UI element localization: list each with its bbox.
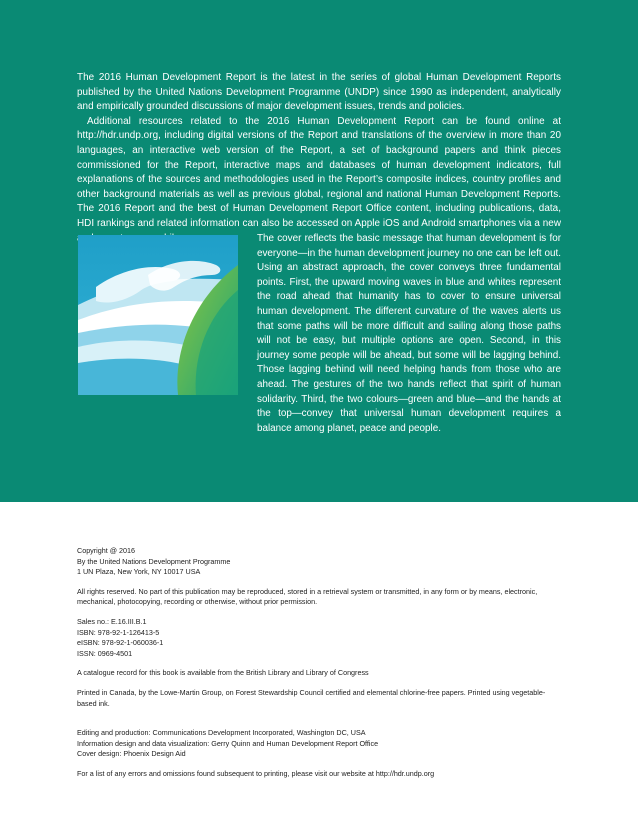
copyright-block (77, 546, 561, 578)
errata-notice: For a list of any errors and omissions found subsequent to printing, please visit our website at http://hdr.undp.org (77, 768, 435, 778)
editing-credit: Editing and production: Communications Development Incorporated, Washington DC, USA (77, 728, 366, 738)
cover-design-credit: Cover design: Phoenix Design Aid (77, 749, 186, 759)
isbn: ISBN: 978-92-1-126413-5 (77, 627, 160, 637)
sales-number: Sales no.: E.16.III.B.1 (77, 616, 147, 626)
intro-paragraph-1: The 2016 Human Development Report is the latest in the series of global Human Development Reports published by the United Nations Development Programme (UNDP) since 1990 as independent, analytically and empirically grounded discussions of major development issues, trends and policies. (77, 72, 561, 113)
publisher-line: By the United Nations Development Programme (77, 556, 231, 566)
eisbn: eISBN: 978-92-1-060036-1 (77, 638, 164, 648)
intro-text (77, 71, 561, 246)
intro-paragraph-2: Additional resources related to the 2016 Human Development Report can be found online at http://hdr.undp.org, including digital versions of the Report and translations of the overview in more than 20 languages, an interactive web version of the Report, a set of background papers and think pieces commissioned for the Report, interactive maps and databases of human development indicators, full explanations of the sources and methodologies used in the Report’s composite indices, country profiles and other background materials as well as previous global, regional and national Human Development Reports. The 2016 Report and the best of Human Development Report Office content, including publications, data, HDI rankings and related information can also be accessed on Apple iOS and Android smartphones via a new (77, 115, 561, 229)
design-credit: Information design and data visualization: Gerry Quinn and Human Development Report Office (77, 738, 379, 748)
printing-notice: Printed in Canada, by the Lowe-Martin Group, on Forest Stewardship Council certified and elemental chlorine-free papers. Printed using vegetable-based ink. (77, 687, 546, 708)
cover-thumbnail (78, 235, 238, 395)
catalogue-notice: A catalogue record for this book is available from the British Library and Library of Congress (77, 668, 369, 678)
copyright-page (77, 546, 561, 789)
cover-wave-hands-illustration (78, 235, 238, 395)
rights-notice: All rights reserved. No part of this publication may be reproduced, stored in a retrieval system or transmitted, in any form or by means, electronic, mechanical, photocopying, recording or otherwise, without prior permission. (77, 586, 538, 607)
identifiers-block (77, 617, 561, 659)
credits-block (77, 728, 561, 760)
issn: ISSN: 0969-4501 (77, 648, 133, 658)
address-line: 1 UN Plaza, New York, NY 10017 USA (77, 567, 201, 577)
copyright-line: Copyright @ 2016 (77, 546, 136, 555)
cover-description: The cover reflects the basic message that human development is for everyone—in the human development journey no one can be left out. Using an abstract approach, the cover conveys three fundamental points. First, the upward moving waves in blue and whites represent the road ahead that humanity has to cover to ensure universal human development. The different curvature of the waves alerts us that some paths will be more difficult and sailing along those paths will not be easy, but multiple options are open. Second, in this journey some people will be ahead, but some will be lagging behind. Those lagging behind will need helping hands from those who are ahead. The gestures of the two hands reflect that spirit of human solidarity. Third, the two colours—green and blue—and the hands at the top—convey that universal human development requires a balance among planet, peace and people. (257, 233, 561, 434)
